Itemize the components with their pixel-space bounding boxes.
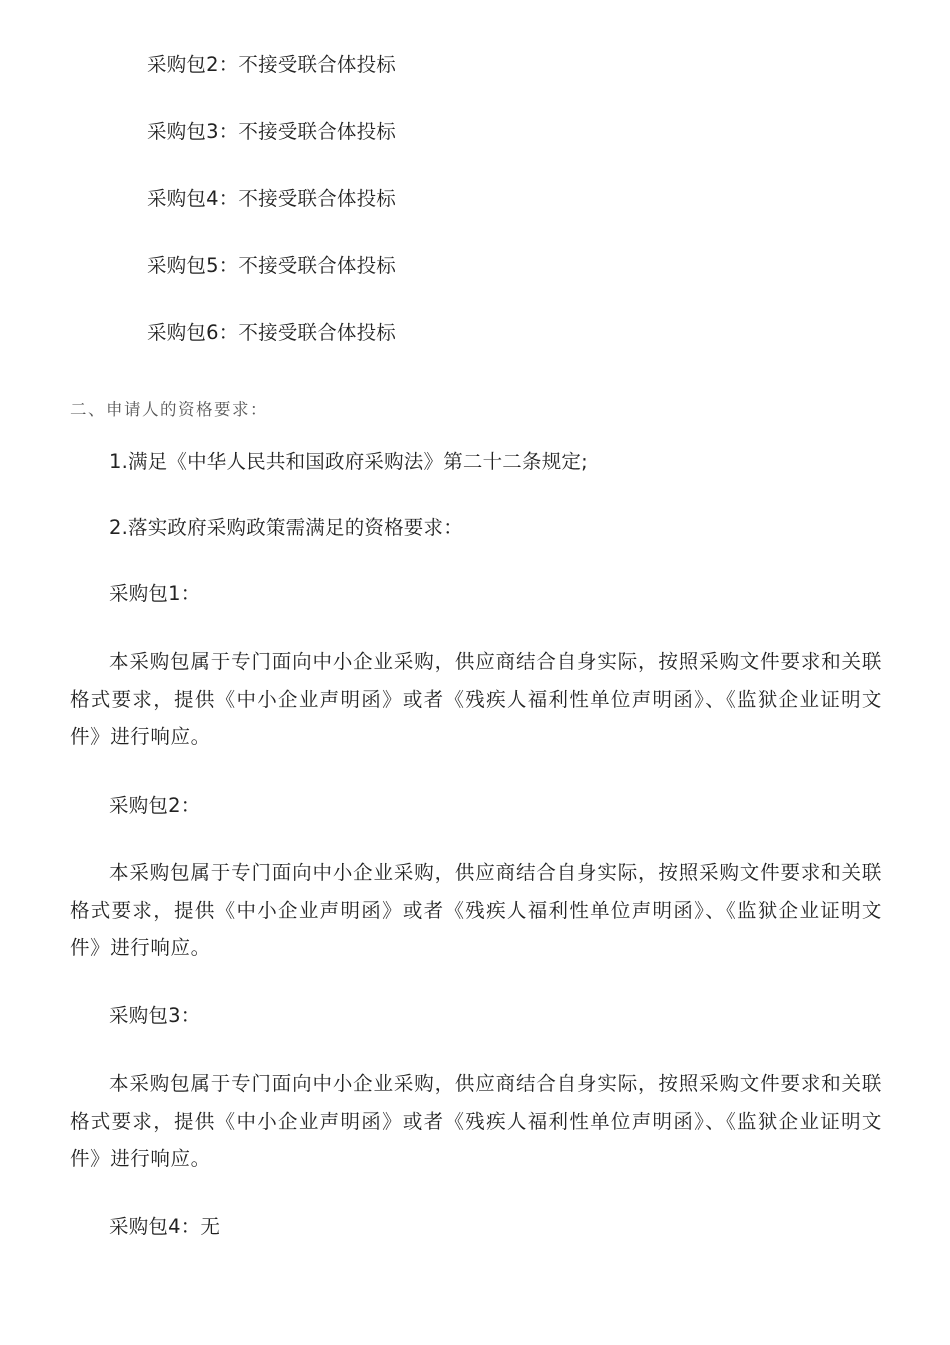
package-3-text: 本采购包属于专门面向中小企业采购，供应商结合自身实际，按照采购文件要求和关联格式要求，提供《中小企业声明函》或者《残疾人福利性单位声明函》、《监狱企业证明文件》进行响应。 [70, 1072, 882, 1170]
package-2-label: 采购包2： [109, 794, 201, 817]
package-1-text: 本采购包属于专门面向中小企业采购，供应商结合自身实际，按照采购文件要求和关联格式要求，提供《中小企业声明函》或者《残疾人福利性单位声明函》、《监狱企业证明文件》进行响应。 [70, 650, 882, 748]
package-1-label: 采购包1： [109, 582, 201, 605]
section-heading: 二、申请人的资格要求： [70, 400, 268, 419]
package-2-text: 本采购包属于专门面向中小企业采购，供应商结合自身实际，按照采购文件要求和关联格式要求，提供《中小企业声明函》或者《残疾人福利性单位声明函》、《监狱企业证明文件》进行响应。 [70, 861, 882, 959]
consortium-item-pkg3: 采购包3：不接受联合体投标 [147, 120, 397, 143]
package-4-label: 采购包4：无 [109, 1215, 221, 1238]
package-3-label: 采购包3： [109, 1004, 201, 1027]
consortium-item-pkg2: 采购包2：不接受联合体投标 [147, 53, 397, 76]
consortium-item-pkg5: 采购包5：不接受联合体投标 [147, 254, 397, 277]
requirement-2: 2.落实政府采购政策需满足的资格要求： [109, 516, 463, 539]
consortium-item-pkg4: 采购包4：不接受联合体投标 [147, 187, 397, 210]
requirement-1: 1.满足《中华人民共和国政府采购法》第二十二条规定; [109, 450, 588, 473]
consortium-item-pkg6: 采购包6：不接受联合体投标 [147, 321, 397, 344]
